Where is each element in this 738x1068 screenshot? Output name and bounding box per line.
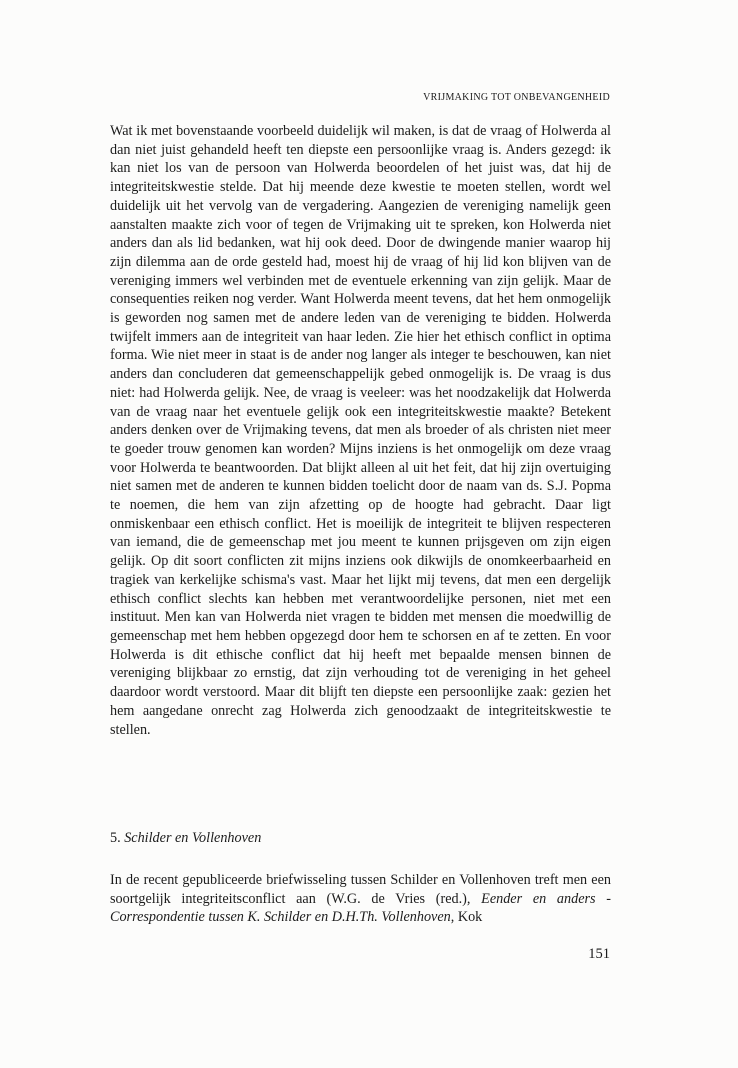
- page-number: 151: [588, 946, 610, 962]
- paragraph-text-start: In de recent gepubliceerde briefwisseling tussen Schilder en Vollenhoven treft men een soortgelijk integriteitsconflict aan (W.G. de Vries (red.),: [110, 872, 611, 907]
- body-paragraph-1: [110, 122, 611, 739]
- section-heading: [110, 830, 610, 847]
- section-number: 5.: [110, 830, 121, 846]
- section-title: Schilder en Vollenhoven: [124, 830, 262, 846]
- paragraph-text: [110, 871, 611, 927]
- paragraph-text: Wat ik met bovenstaande voorbeeld duidelijk wil maken, is dat de vraag of Holwerda al dan niet juist gehandeld heeft ten diepste een persoonlijke vraag is. Anders gezegd: ik kan niet los van de persoon van Holwerda beoordelen of het juist was, dat hij de integriteitskwestie stelde. Dat hij meende deze kwestie te moeten stellen, wordt wel duidelijk uit het vervolg van de vergadering. Aangezien de vereniging namelijk geen aanstalten maakte zich voor of tegen de Vrijmaking uit te spreken, kon Holwerda niet anders dan als lid bedanken, wat hij ook deed. Door de dwingende manier waarop hij zijn dilemma aan de orde gesteld had, moest hij de vraag of hij lid kon blijven van de vereniging immers wel verbinden met de eventuele erkenning van zijn gelijk. Maar de consequenties reiken nog verder. Want Holwerda meent tevens, dat het hem onmogelijk is geworden nog samen met de andere leden van de vereniging te bidden. Holwerda twijfelt immers aan de integriteit van haar leden. Zie hier het ethisch conflict in optima forma. Wie niet meer in staat is de ander nog langer als integer te beschouwen, kan niet anders dan concluderen dat gemeenschappelijk gebed onmogelijk is. De vraag is dus niet: had Holwerda gelijk. Nee, de vraag is veeleer: was het noodzakelijk dat Holwerda van de vraag naar het eventuele gelijk ook een integriteitskwestie maakte? Betekent anders denken over de Vrijmaking tevens, dat men als broeder of als christen niet meer te goeder trouw genomen kan worden? Mijns inziens is het onmogelijk om deze vraag voor Holwerda te beantwoorden. Dat blijkt alleen al uit het feit, dat hij zijn overtuiging niet samen met de anderen te kunnen bidden toelicht door de naam van ds. S.J. Popma te noemen, die hem van zijn afzetting op de hoogte had gebracht. Daar ligt onmiskenbaar een ethisch conflict. Het is moeilijk de integriteit te blijven respecteren van iemand, die de gemeenschap met jou meent te kunnen prijsgeven om zijn eigen gelijk. Op dit soort conflicten zit mijns inziens ook dikwijls de onomkeerbaarheid en tragiek van kerkelijke schisma's vast. Maar het lijkt mij tevens, dat men een dergelijk ethisch conflict slechts kan hebben met verantwoordelijke personen, niet met een instituut. Men kan van Holwerda niet vragen te bidden met mensen die moedwillig de gemeenschap met hem hebben opgezegd door hem te schorsen en af te zetten. En voor Holwerda is dit ethische conflict dat hij heeft met bepaalde mensen binnen de vereniging blijkbaar zo ernstig, dat zijn verhouding tot de vereniging in het geheel daardoor wordt verstoord. Maar dit blijft ten diepste een persoonlijke zaak: gezien het hem aangedane onrecht zag Holwerda zich genoodzaakt de integriteitskwestie te stellen.: [110, 123, 611, 738]
- running-header: VRIJMAKING TOT ONBEVANGENHEID: [423, 92, 610, 103]
- cited-book-title: Eender en anders - Correspondentie tussen K. Schilder en D.H.Th. Vollenhoven: [110, 890, 611, 926]
- paragraph-text-end: , Kok: [450, 909, 483, 926]
- body-paragraph-2: [110, 871, 611, 927]
